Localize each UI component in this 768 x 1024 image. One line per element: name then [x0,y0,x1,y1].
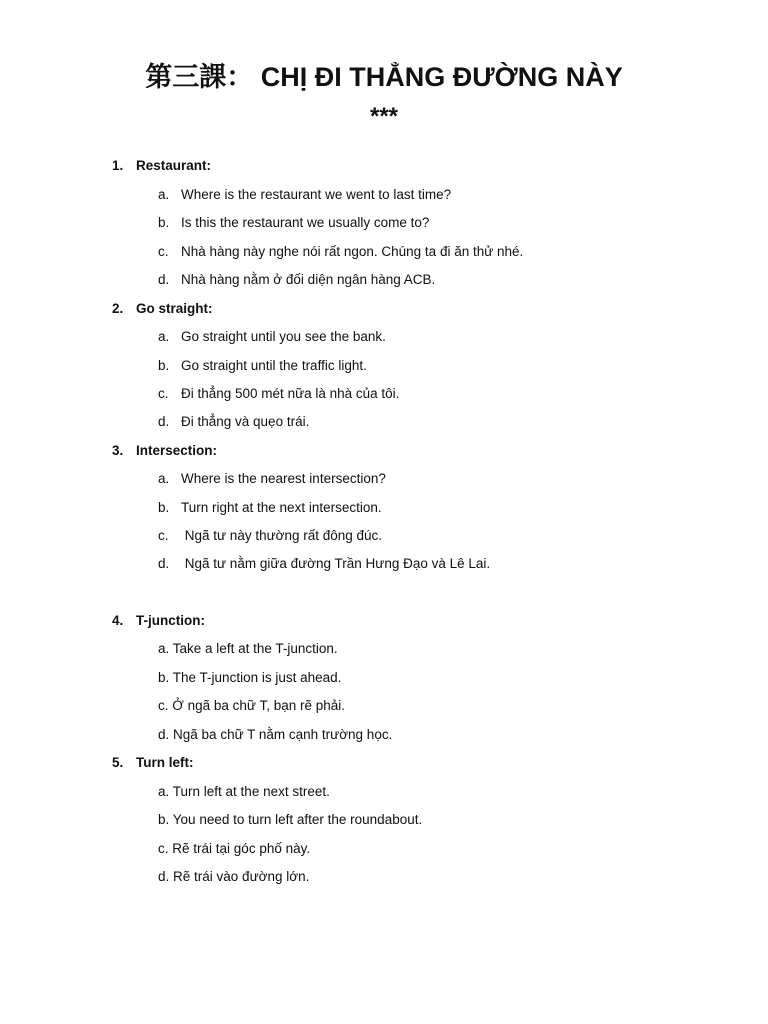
section-number: 1. [112,158,124,173]
item-letter: d. [158,727,170,742]
page-title: 第三課： CHỊ ĐI THẲNG ĐƯỜNG NÀY [145,62,623,92]
item-text: Take a left at the T-junction. [172,641,338,656]
item-letter: c. [158,244,169,259]
item-text: Where is the nearest intersection? [181,471,386,486]
item-text: Go straight until you see the bank. [181,329,386,344]
item-letter: a. [158,641,170,656]
list-item [158,385,399,403]
list-item [158,214,429,232]
item-text: Đi thẳng 500 mét nữa là nhà của tôi. [181,386,400,401]
section-title: Restaurant: [136,158,212,173]
item-text: Turn left at the next street. [172,784,330,799]
section-number: 3. [112,443,124,458]
list-item [158,555,490,573]
item-letter: d. [158,414,170,429]
item-text: Rẽ trái tại góc phố này. [172,841,311,856]
item-letter: b. [158,812,170,827]
item-text: Is this the restaurant we usually come to? [181,215,430,230]
list-item [158,726,392,744]
item-text: Đi thẳng và quẹo trái. [181,414,310,429]
section-number: 4. [112,613,124,628]
list-item [158,811,422,829]
item-letter: b. [158,500,170,515]
item-letter: c. [158,528,169,543]
item-letter: b. [158,670,170,685]
page-subtitle-stars: *** [369,103,399,130]
item-letter: c. [158,386,169,401]
item-letter: c. [158,841,169,856]
item-letter: a. [158,187,170,202]
item-text: Rẽ trái vào đường lớn. [173,869,310,884]
item-text: Ngã ba chữ T nằm cạnh trường học. [173,727,393,742]
list-item [158,868,309,886]
item-letter: a. [158,784,170,799]
section-heading [112,300,213,318]
item-letter: b. [158,215,170,230]
item-letter: a. [158,471,170,486]
item-text: The T-junction is just ahead. [172,670,342,685]
list-item [158,186,451,204]
section-title: Go straight: [136,301,213,316]
section-number: 5. [112,755,124,770]
list-item [158,470,386,488]
section-number: 2. [112,301,124,316]
list-item [158,697,345,715]
section-heading [112,612,205,630]
item-text: Nhà hàng này nghe nói rất ngon. Chúng ta đi ăn thử nhé. [181,244,524,259]
list-item [158,669,341,687]
item-text: Ở ngã ba chữ T, bạn rẽ phải. [172,698,346,713]
item-text: Ngã tư nằm giữa đường Trần Hưng Đạo và Lê Lai. [181,556,491,571]
item-letter: c. [158,698,169,713]
list-item [158,499,382,517]
item-letter: d. [158,869,170,884]
list-item [158,328,386,346]
section-title: T-junction: [136,613,205,628]
item-text: You need to turn left after the roundabout. [172,812,423,827]
list-item [158,783,330,801]
section-heading [112,754,194,772]
item-text: Go straight until the traffic light. [181,358,367,373]
section-heading [112,157,211,175]
list-item [158,840,310,858]
item-text: Where is the restaurant we went to last time? [181,187,452,202]
item-text: Turn right at the next intersection. [181,500,382,515]
list-item [158,640,338,658]
item-letter: a. [158,329,170,344]
section-heading [112,442,217,460]
list-item [158,271,435,289]
list-item [158,527,382,545]
item-letter: d. [158,556,170,571]
list-item [158,413,309,431]
item-letter: b. [158,358,170,373]
list-item [158,243,523,261]
item-text: Ngã tư này thường rất đông đúc. [181,528,383,543]
section-title: Intersection: [136,443,218,458]
item-text: Nhà hàng nằm ở đối diện ngân hàng ACB. [181,272,436,287]
section-title: Turn left: [136,755,194,770]
item-letter: d. [158,272,170,287]
list-item [158,357,367,375]
